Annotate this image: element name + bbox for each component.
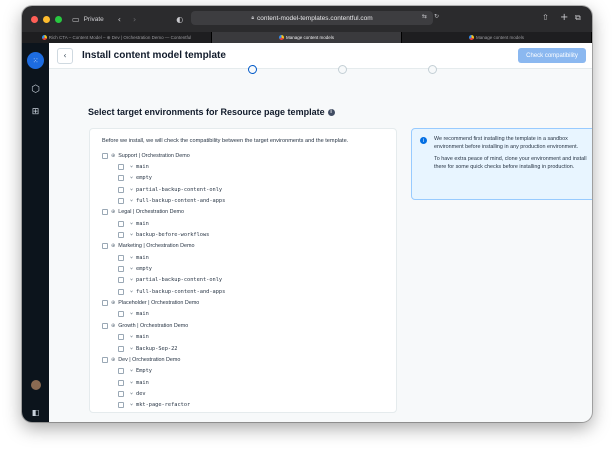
environment-name: backup-before-workflows — [136, 232, 210, 239]
environment-name: main — [136, 311, 149, 318]
environment-row[interactable] — [102, 161, 392, 172]
branch-icon: ⑂ — [130, 266, 134, 273]
content-model-nav-button[interactable] — [27, 81, 44, 98]
branch-icon: ⑂ — [130, 402, 134, 409]
browser-toolbar — [22, 6, 592, 32]
branch-icon: ⑂ — [130, 175, 134, 182]
environment-list — [102, 150, 392, 411]
reload-icon[interactable]: ↻ — [434, 13, 440, 20]
space-checkbox[interactable] — [102, 323, 108, 329]
space-row[interactable] — [102, 354, 392, 365]
environment-checkbox[interactable] — [118, 198, 124, 204]
environment-checkbox[interactable] — [118, 266, 124, 272]
environment-checkbox[interactable] — [118, 175, 124, 181]
sidebar-toggle-icon[interactable]: ▭ — [72, 14, 80, 24]
check-compatibility-button[interactable]: Check compatibility — [518, 48, 586, 63]
branch-icon: ⑂ — [130, 232, 134, 239]
environment-name: Backup-Sep-22 — [136, 345, 178, 352]
branch-icon: ⑂ — [130, 334, 134, 341]
browser-window — [22, 6, 592, 422]
environment-row[interactable] — [102, 400, 392, 411]
environment-row[interactable] — [102, 229, 392, 240]
environment-checkbox[interactable] — [118, 391, 124, 397]
contentful-favicon-icon — [279, 35, 284, 40]
environment-row[interactable] — [102, 218, 392, 229]
space-name: Growth | Orchestration Demo — [118, 322, 189, 329]
branch-icon: ⑂ — [130, 164, 134, 171]
tab-bar — [22, 32, 592, 43]
branch-icon: ⑂ — [130, 311, 134, 318]
zoom-window-button[interactable] — [55, 16, 62, 23]
space-row[interactable] — [102, 297, 392, 308]
environment-checkbox[interactable] — [118, 311, 124, 317]
dashboard-nav-button[interactable] — [27, 103, 44, 120]
environment-name: main — [136, 164, 149, 171]
forward-arrow-icon[interactable]: › — [133, 14, 137, 24]
intro-text: Before we install, we will check the compatibility between the target environments and the template. — [102, 138, 349, 144]
environment-name: dev — [136, 390, 146, 397]
back-arrow-icon[interactable]: ‹ — [117, 14, 121, 24]
contentful-favicon-icon — [42, 35, 47, 40]
branch-icon: ⑂ — [130, 368, 134, 375]
globe-icon: ⊕ — [111, 322, 116, 329]
grid-dots-icon: ⁙ — [32, 56, 39, 65]
tab-rich-cta[interactable] — [22, 32, 212, 43]
section-title — [88, 107, 335, 117]
privacy-report-icon[interactable]: ◐ — [176, 14, 184, 24]
panel-icon: ◧ — [31, 408, 40, 417]
environments-card — [89, 128, 397, 413]
space-checkbox[interactable] — [102, 209, 108, 215]
environment-name: Empty — [136, 368, 152, 375]
space-checkbox[interactable] — [102, 153, 108, 159]
apps-menu-button[interactable] — [27, 52, 44, 69]
environment-row[interactable] — [102, 263, 392, 274]
translate-icon[interactable]: ⇆ — [422, 13, 428, 20]
chevron-left-icon: ‹ — [63, 51, 67, 60]
step-indicator-1 — [248, 65, 257, 74]
globe-icon: ⊕ — [111, 243, 116, 250]
space-row[interactable] — [102, 241, 392, 252]
environment-checkbox[interactable] — [118, 232, 124, 238]
private-mode-label: Private — [83, 15, 104, 23]
space-row[interactable] — [102, 207, 392, 218]
branch-icon: ⑂ — [130, 379, 134, 386]
window-controls — [31, 16, 62, 23]
minimize-window-button[interactable] — [43, 16, 50, 23]
step-indicator-2 — [338, 65, 347, 74]
tab-label: Manage content models — [475, 35, 525, 40]
branch-icon: ⑂ — [130, 220, 134, 227]
branch-icon: ⑂ — [130, 277, 134, 284]
branch-icon: ⑂ — [130, 254, 134, 261]
branch-icon: ⑂ — [130, 390, 134, 397]
contentful-favicon-icon — [469, 35, 474, 40]
environment-row[interactable] — [102, 366, 392, 377]
environment-row[interactable] — [102, 343, 392, 354]
section-title-text: Select target environments for Resource page template — [88, 107, 325, 117]
environment-checkbox[interactable] — [118, 289, 124, 295]
branch-icon: ⑂ — [130, 288, 134, 295]
address-bar[interactable] — [191, 11, 433, 25]
user-avatar[interactable] — [27, 376, 44, 393]
environment-checkbox[interactable] — [118, 164, 124, 170]
environment-checkbox[interactable] — [118, 187, 124, 193]
space-name: Marketing | Orchestration Demo — [118, 243, 195, 250]
environment-row[interactable] — [102, 388, 392, 399]
environment-name: main — [136, 254, 149, 261]
space-row[interactable] — [102, 320, 392, 331]
space-name: Legal | Orchestration Demo — [118, 209, 185, 216]
environment-name: partial-backup-content-only — [136, 277, 223, 284]
info-icon[interactable]: i — [328, 109, 335, 116]
environment-checkbox[interactable] — [118, 221, 124, 227]
url-text: content-model-templates.contentful.com — [257, 14, 373, 22]
globe-icon: ⊕ — [111, 300, 116, 307]
environment-name: mkt-page-refactor — [136, 402, 191, 409]
avatar-image — [31, 380, 41, 390]
cube-icon: ⬡ — [31, 84, 40, 95]
environment-checkbox[interactable] — [118, 334, 124, 340]
space-name: Support | Orchestration Demo — [118, 152, 190, 159]
globe-icon: ⊕ — [111, 356, 116, 363]
note-text — [434, 136, 592, 172]
stepper — [49, 69, 592, 77]
recommendation-note — [411, 128, 592, 200]
environment-row[interactable] — [102, 332, 392, 343]
environment-name: main — [136, 379, 149, 386]
note-paragraph: We recommend first installing the template in a sandbox environment before installing in any production environment. — [434, 136, 579, 150]
dashboard-icon: ⊞ — [31, 106, 40, 117]
branch-icon: ⑂ — [130, 345, 134, 352]
space-checkbox[interactable] — [102, 357, 108, 363]
space-checkbox[interactable] — [102, 243, 108, 249]
environment-name: full-backup-content-and-apps — [136, 288, 226, 295]
environment-row[interactable] — [102, 275, 392, 286]
environment-checkbox[interactable] — [118, 380, 124, 386]
tab-manage-content-models[interactable] — [402, 32, 592, 43]
space-row[interactable] — [102, 150, 392, 161]
back-button[interactable] — [57, 48, 73, 64]
space-name: Placeholder | Orchestration Demo — [118, 300, 200, 307]
environment-row[interactable] — [102, 309, 392, 320]
tab-manage-content-models-active[interactable] — [212, 32, 402, 43]
app-sidebar — [22, 43, 49, 422]
close-window-button[interactable] — [31, 16, 38, 23]
environment-name: full-backup-content-and-apps — [136, 198, 226, 205]
globe-icon: ⊕ — [111, 209, 116, 216]
environment-name: main — [136, 334, 149, 341]
environment-name: empty — [136, 266, 152, 273]
tab-overview-icon[interactable]: ⧉ — [575, 13, 581, 22]
environment-row[interactable] — [102, 173, 392, 184]
share-icon[interactable]: ⇧ — [542, 13, 549, 22]
environment-checkbox[interactable] — [118, 402, 124, 408]
environment-row[interactable] — [102, 252, 392, 263]
environment-row[interactable] — [102, 195, 392, 206]
environment-name: main — [136, 220, 149, 227]
collapse-sidebar-button[interactable] — [27, 404, 44, 421]
step-indicator-3 — [428, 65, 437, 74]
environment-checkbox[interactable] — [118, 255, 124, 261]
page-title: Install content model template — [82, 50, 226, 61]
note-paragraph: To have extra peace of mind, clone your environment and install there for some quick checks before installing in production. — [434, 156, 587, 171]
environment-name: empty — [136, 175, 152, 182]
lock-icon: 🔒︎ — [251, 15, 255, 21]
info-icon: i — [420, 137, 427, 144]
main-content — [49, 43, 592, 422]
environment-checkbox[interactable] — [118, 277, 124, 283]
environment-name: partial-backup-content-only — [136, 186, 223, 193]
branch-icon: ⑂ — [130, 186, 134, 193]
new-tab-icon[interactable]: + — [560, 12, 569, 23]
branch-icon: ⑂ — [130, 198, 134, 205]
tab-label: Rich CTA – Content Model – ⊕ Dev | Orchestration Demo — Contentful — [48, 34, 192, 40]
space-name: Dev | Orchestration Demo — [118, 356, 181, 363]
globe-icon: ⊕ — [111, 152, 116, 159]
environment-row[interactable] — [102, 184, 392, 195]
environment-checkbox[interactable] — [118, 368, 124, 374]
space-checkbox[interactable] — [102, 300, 108, 306]
tab-label: Manage content models — [285, 35, 335, 40]
environment-row[interactable] — [102, 286, 392, 297]
page-header — [49, 43, 592, 69]
environment-row[interactable] — [102, 377, 392, 388]
environment-checkbox[interactable] — [118, 346, 124, 352]
